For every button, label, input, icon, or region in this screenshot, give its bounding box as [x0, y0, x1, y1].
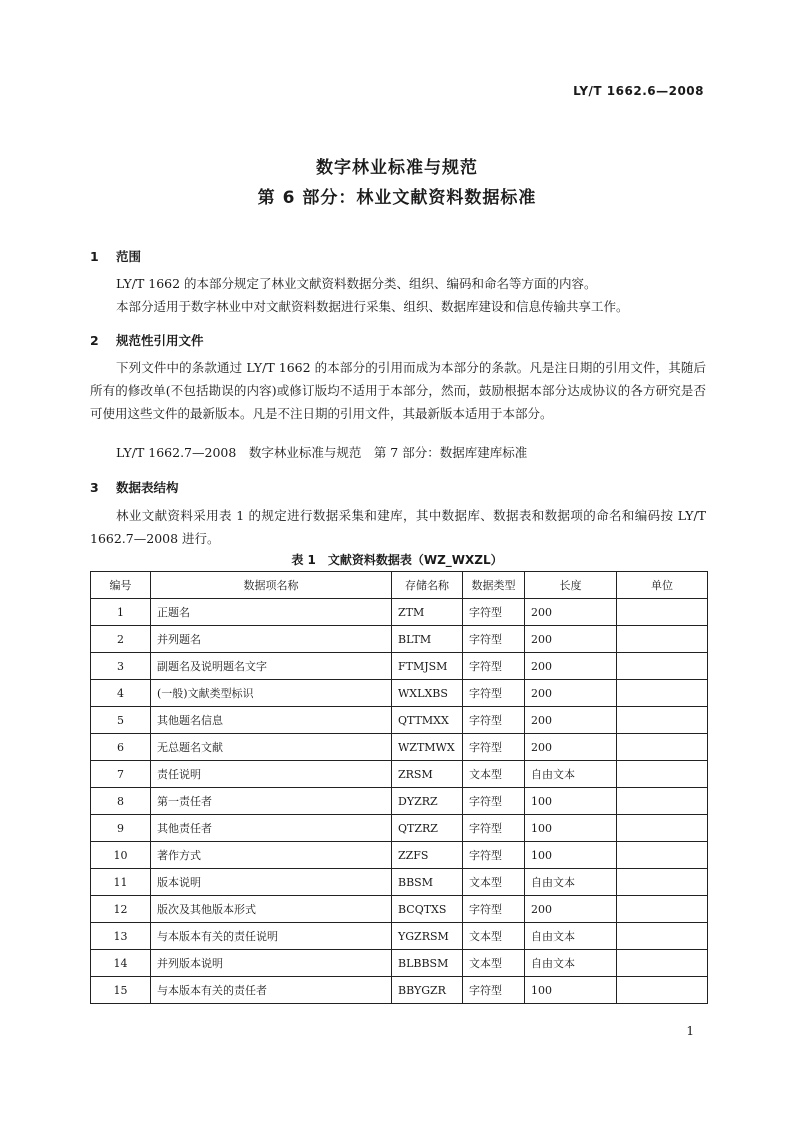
table-cell: 4	[91, 680, 151, 707]
table-cell: 200	[525, 599, 617, 626]
table-cell: BCQTXS	[392, 896, 463, 923]
table-cell: 与本版本有关的责任者	[151, 977, 392, 1004]
table-cell: 15	[91, 977, 151, 1004]
column-header: 数据类型	[463, 572, 525, 599]
table-cell: 自由文本	[525, 923, 617, 950]
table-row	[91, 680, 708, 707]
table-cell: 文本型	[463, 869, 525, 896]
table-cell: 字符型	[463, 599, 525, 626]
table-cell: 其他题名信息	[151, 707, 392, 734]
document-title: 数字林业标准与规范	[316, 158, 478, 178]
table-header-row	[91, 572, 708, 599]
section-2-heading	[90, 331, 204, 349]
table-cell: 字符型	[463, 707, 525, 734]
table-cell: 文本型	[463, 923, 525, 950]
table-cell	[617, 761, 708, 788]
table-cell: 字符型	[463, 734, 525, 761]
table-cell: 12	[91, 896, 151, 923]
column-header: 单位	[617, 572, 708, 599]
table-cell: 字符型	[463, 896, 525, 923]
table-cell: 字符型	[463, 626, 525, 653]
table-cell: BBSM	[392, 869, 463, 896]
table-row	[91, 626, 708, 653]
table-cell: 100	[525, 815, 617, 842]
table-cell: 200	[525, 734, 617, 761]
column-header: 长度	[525, 572, 617, 599]
section-number: 2	[90, 333, 99, 348]
table-cell: 版次及其他版本形式	[151, 896, 392, 923]
section-number: 1	[90, 249, 99, 264]
column-header: 数据项名称	[151, 572, 392, 599]
table-row	[91, 842, 708, 869]
column-header: 编号	[91, 572, 151, 599]
table-cell: 200	[525, 626, 617, 653]
table-cell: WXLXBS	[392, 680, 463, 707]
table-cell: 200	[525, 653, 617, 680]
table-cell	[617, 923, 708, 950]
table-cell: 100	[525, 788, 617, 815]
section-title: 范围	[116, 249, 142, 264]
table-cell: 副题名及说明题名文字	[151, 653, 392, 680]
section-title: 数据表结构	[116, 480, 179, 495]
table-cell: 自由文本	[525, 869, 617, 896]
table-row	[91, 896, 708, 923]
section-title: 规范性引用文件	[116, 333, 204, 348]
document-subtitle: 第 6 部分：林业文献资料数据标准	[257, 188, 537, 208]
section-number: 3	[90, 480, 99, 495]
table-row	[91, 761, 708, 788]
table-cell: 正题名	[151, 599, 392, 626]
table-cell	[617, 869, 708, 896]
table-row	[91, 977, 708, 1004]
table-cell: 200	[525, 896, 617, 923]
table-cell: 字符型	[463, 680, 525, 707]
table-cell	[617, 815, 708, 842]
document-code: LY/T 1662.6—2008	[573, 84, 704, 98]
table-cell: 14	[91, 950, 151, 977]
table-cell	[617, 842, 708, 869]
table-cell	[617, 788, 708, 815]
table-cell: 3	[91, 653, 151, 680]
table-row	[91, 869, 708, 896]
table-row	[91, 950, 708, 977]
table-cell: 字符型	[463, 977, 525, 1004]
table-cell: 字符型	[463, 815, 525, 842]
table-cell: 10	[91, 842, 151, 869]
table-cell: BBYGZR	[392, 977, 463, 1004]
table-row	[91, 815, 708, 842]
table-row	[91, 599, 708, 626]
section-1-heading	[90, 247, 141, 265]
table-cell: ZZFS	[392, 842, 463, 869]
table-cell: 字符型	[463, 842, 525, 869]
table-row	[91, 653, 708, 680]
table-cell	[617, 599, 708, 626]
section-2-paragraph-1: 下列文件中的条款通过 LY/T 1662 的本部分的引用而成为本部分的条款。凡是注日期的引用文件，其随后所有的修改单(不包括勘误的内容)或修订版均不适用于本部分，然而，鼓励根据本部分达成协议的各方研究是否可使用这些文件的最新版本。凡是不注日期的引用文件，其最新版本适用于本部分。	[90, 360, 706, 421]
table-cell: 6	[91, 734, 151, 761]
table-cell	[617, 653, 708, 680]
table-cell: QTTMXX	[392, 707, 463, 734]
table-row	[91, 923, 708, 950]
table-cell: DYZRZ	[392, 788, 463, 815]
table-cell: 100	[525, 977, 617, 1004]
table-cell: BLTM	[392, 626, 463, 653]
table-cell: YGZRSM	[392, 923, 463, 950]
table-cell: WZTMWX	[392, 734, 463, 761]
table-cell: 9	[91, 815, 151, 842]
table-cell: BLBBSM	[392, 950, 463, 977]
table-cell: 100	[525, 842, 617, 869]
table-row	[91, 734, 708, 761]
table-cell	[617, 977, 708, 1004]
table-cell: 与本版本有关的责任说明	[151, 923, 392, 950]
table-cell: 第一责任者	[151, 788, 392, 815]
table-cell: 1	[91, 599, 151, 626]
section-1-paragraph-1: LY/T 1662 的本部分规定了林业文献资料数据分类、组织、编码和命名等方面的内容。	[116, 276, 597, 291]
table-cell: 13	[91, 923, 151, 950]
table-cell: QTZRZ	[392, 815, 463, 842]
table-cell: 并列版本说明	[151, 950, 392, 977]
table-cell: 并列题名	[151, 626, 392, 653]
table-cell	[617, 734, 708, 761]
table-cell: 11	[91, 869, 151, 896]
section-2-reference: LY/T 1662.7—2008 数字林业标准与规范 第 7 部分：数据库建库标准	[116, 445, 528, 460]
table-cell	[617, 950, 708, 977]
table-cell	[617, 896, 708, 923]
table-cell: 7	[91, 761, 151, 788]
section-3-paragraph-1: 林业文献资料采用表 1 的规定进行数据采集和建库，其中数据库、数据表和数据项的命名和编码按 LY/T 1662.7—2008 进行。	[90, 508, 706, 546]
table-cell: 自由文本	[525, 950, 617, 977]
data-table	[90, 571, 708, 1004]
table-row	[91, 788, 708, 815]
section-3-heading	[90, 478, 179, 496]
table-cell: FTMJSM	[392, 653, 463, 680]
table-cell	[617, 680, 708, 707]
table-cell: 文本型	[463, 950, 525, 977]
table-cell: 2	[91, 626, 151, 653]
table-cell: 责任说明	[151, 761, 392, 788]
table-cell: 8	[91, 788, 151, 815]
table-cell: 200	[525, 680, 617, 707]
table-cell: 其他责任者	[151, 815, 392, 842]
table-row	[91, 707, 708, 734]
table-cell: 5	[91, 707, 151, 734]
table-cell	[617, 626, 708, 653]
table-cell: 字符型	[463, 788, 525, 815]
table-cell	[617, 707, 708, 734]
table-caption: 表 1 文献资料数据表（WZ_WXZL）	[291, 553, 503, 567]
column-header: 存储名称	[392, 572, 463, 599]
table-cell: 字符型	[463, 653, 525, 680]
table-cell: (一般)文献类型标识	[151, 680, 392, 707]
table-cell: 自由文本	[525, 761, 617, 788]
table-cell: 无总题名文献	[151, 734, 392, 761]
section-1-paragraph-2: 本部分适用于数字林业中对文献资料数据进行采集、组织、数据库建设和信息传输共享工作。	[116, 299, 629, 314]
table-cell: 著作方式	[151, 842, 392, 869]
table-cell: 文本型	[463, 761, 525, 788]
table-cell: ZRSM	[392, 761, 463, 788]
table-cell: 版本说明	[151, 869, 392, 896]
table-cell: 200	[525, 707, 617, 734]
table-cell: ZTM	[392, 599, 463, 626]
page-number: 1	[686, 1024, 694, 1038]
